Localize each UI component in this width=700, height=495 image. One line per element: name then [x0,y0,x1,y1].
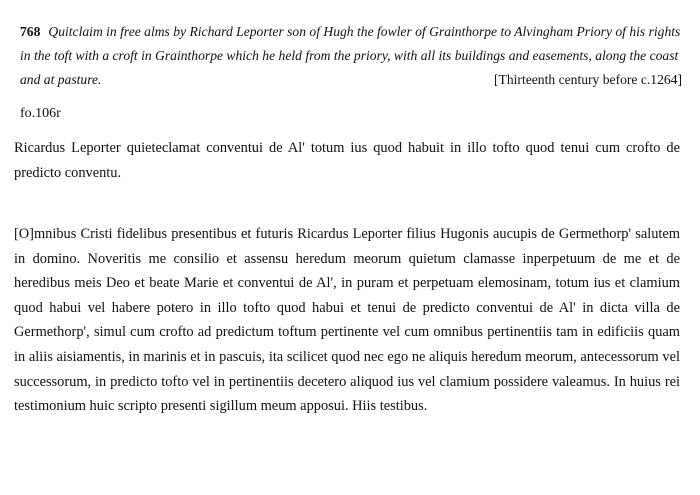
entry-summary: Quitclaim in free alms by Richard Leporter son of Hugh the fowler of Grainthorpe to Alvingham Priory of his rights in the toft with a croft in Grainthorpe which he held from the priory, with all its buildings and easements, along the coast and at pasture. [20,24,681,87]
folio-reference: fo.106r [20,106,61,121]
latin-summary-paragraph: Ricardus Leporter quieteclamat conventui de Al' totum ius quod habuit in illo tofto quod tenui cum crofto de predicto conventu. [14,140,680,181]
entry-number: 768 [20,24,41,39]
entry-date: [Thirteenth century before c.1264] [494,72,682,87]
charter-text-paragraph: [O]mnibus Cristi fidelibus presentibus et futuris Ricardus Leporter filius Hugonis aucupis de Germethorp' salutem in domino. Noveritis me consilio et assensu heredum meorum quietum clamasse inperpetuum de me et de heredibus meis Deo et beate Marie et conventui de Al', in puram et perpetuam elemosinam, totum ius et clamium quod habui vel habere potero in illo tofto quod habui et tenui de predicto conventui de Al' in dicta villa de Germethorp', simul cum crofto ad predictum toftum pertinente vel cum omnibus pertinentiis tam in edificiis quam in aliis aisiamentis, in marinis et in pascuis, ita scilicet quod nec ego ne aliquis heredum meorum, antecessorum vel successorum, in predicto tofto vel in pertinentiis decetero aliquod ius vel clamium possidere valeamus. In huius rei testimonium huic scripto presenti sigillum meum apposui. Hiis testibus. [14,226,680,415]
entry-heading [20,20,682,92]
